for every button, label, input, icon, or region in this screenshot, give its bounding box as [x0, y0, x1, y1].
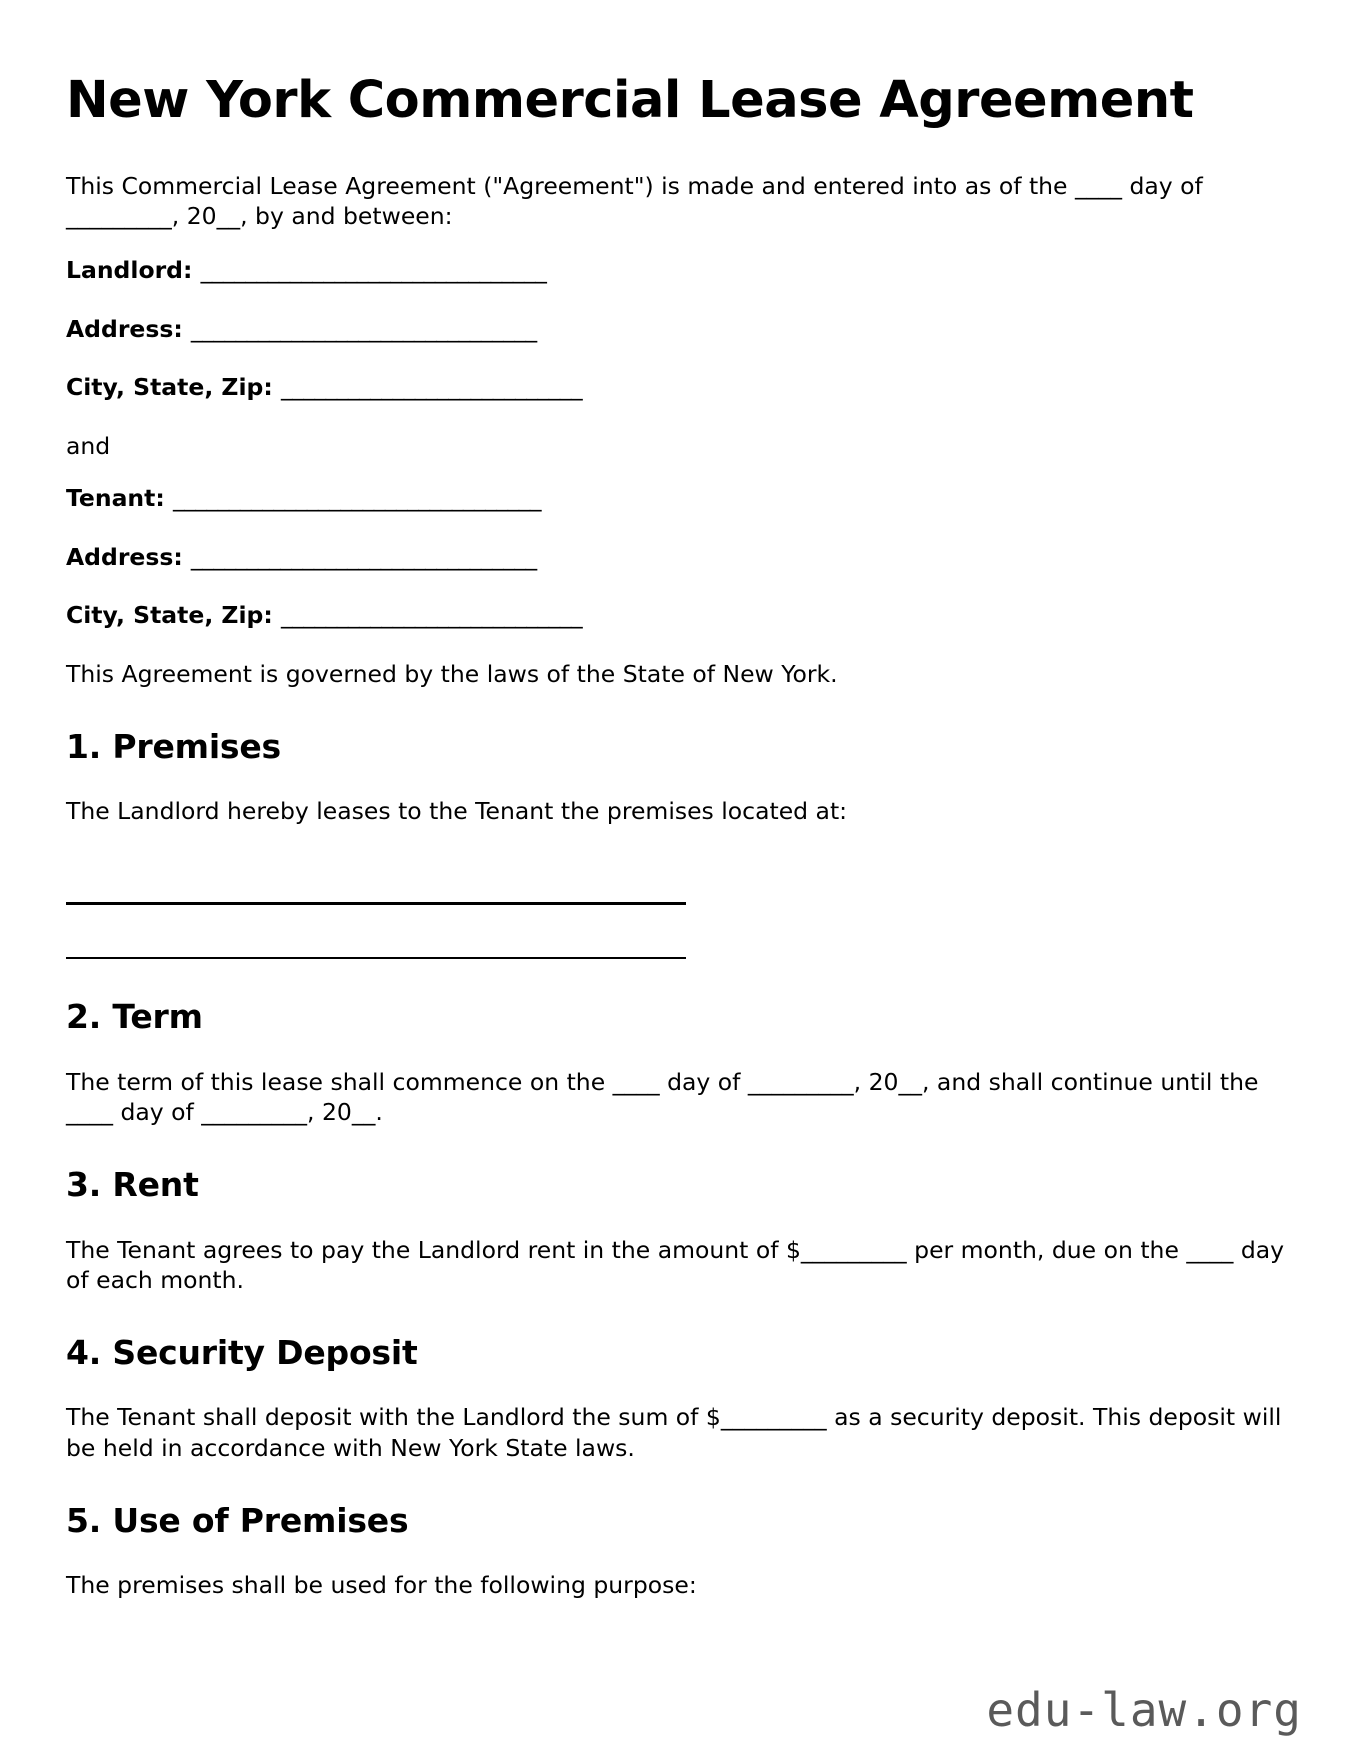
governing-law-text: This Agreement is governed by the laws of the State of New York.: [66, 659, 838, 688]
landlord-name-label: Landlord:: [66, 256, 193, 285]
landlord-name-blank[interactable]: _______________________________: [200, 256, 547, 285]
landlord-name-field: [66, 255, 1296, 286]
section-body-security-deposit: The Tenant shall deposit with the Landlord the sum of $_________ as a security deposit. This deposit will be held in accordance with New York State laws.: [66, 1403, 1282, 1462]
landlord-address-field: [66, 314, 1296, 345]
intro-paragraph: This Commercial Lease Agreement ("Agreement") is made and entered into as of the ____ day of _________, 20__, by and between:: [66, 172, 1203, 231]
premises-blank-line-2[interactable]: [66, 957, 686, 960]
site-watermark: edu-law.org: [986, 1683, 1302, 1737]
section-body-premises: The Landlord hereby leases to the Tenant the premises located at:: [66, 797, 848, 826]
tenant-address-field: [66, 542, 1296, 573]
section-body-term: The term of this lease shall commence on the ____ day of _________, 20__, and shall continue until the ____ day of _________, 20__.: [66, 1067, 1259, 1127]
tenant-name-label: Tenant:: [66, 483, 165, 512]
section-heading-use-of-premises: 5. Use of Premises: [66, 1500, 409, 1540]
landlord-address-blank[interactable]: _______________________________: [190, 314, 537, 343]
section-heading-premises: 1. Premises: [66, 726, 281, 766]
parties-conjunction: and: [66, 431, 111, 460]
tenant-city-state-zip-blank[interactable]: ___________________________: [280, 601, 582, 630]
tenant-address-blank[interactable]: _______________________________: [190, 542, 537, 571]
premises-blank-spacer-1: [66, 850, 1296, 902]
section-heading-term: 2. Term: [66, 997, 203, 1037]
tenant-name-field: [66, 483, 1296, 514]
section-body-use-of-premises: The premises shall be used for the following purpose:: [66, 1571, 697, 1600]
section-heading-rent: 3. Rent: [66, 1165, 199, 1205]
tenant-city-state-zip-field: [66, 600, 1296, 631]
section-body-rent: The Tenant agrees to pay the Landlord rent in the amount of $_________ per month, due on the ____ day of each month.: [66, 1235, 1285, 1294]
landlord-city-state-zip-field: [66, 372, 1296, 403]
section-heading-security-deposit: 4. Security Deposit: [66, 1332, 418, 1372]
premises-blank-spacer-2: [66, 905, 1296, 957]
landlord-address-label: Address:: [66, 314, 183, 343]
page-title: New York Commercial Lease Agreement: [66, 71, 1194, 130]
landlord-city-state-zip-blank[interactable]: ___________________________: [280, 373, 582, 402]
tenant-city-state-zip-label: City, State, Zip:: [66, 601, 273, 630]
landlord-city-state-zip-label: City, State, Zip:: [66, 373, 273, 402]
tenant-name-blank[interactable]: _________________________________: [172, 483, 541, 512]
tenant-address-label: Address:: [66, 542, 183, 571]
